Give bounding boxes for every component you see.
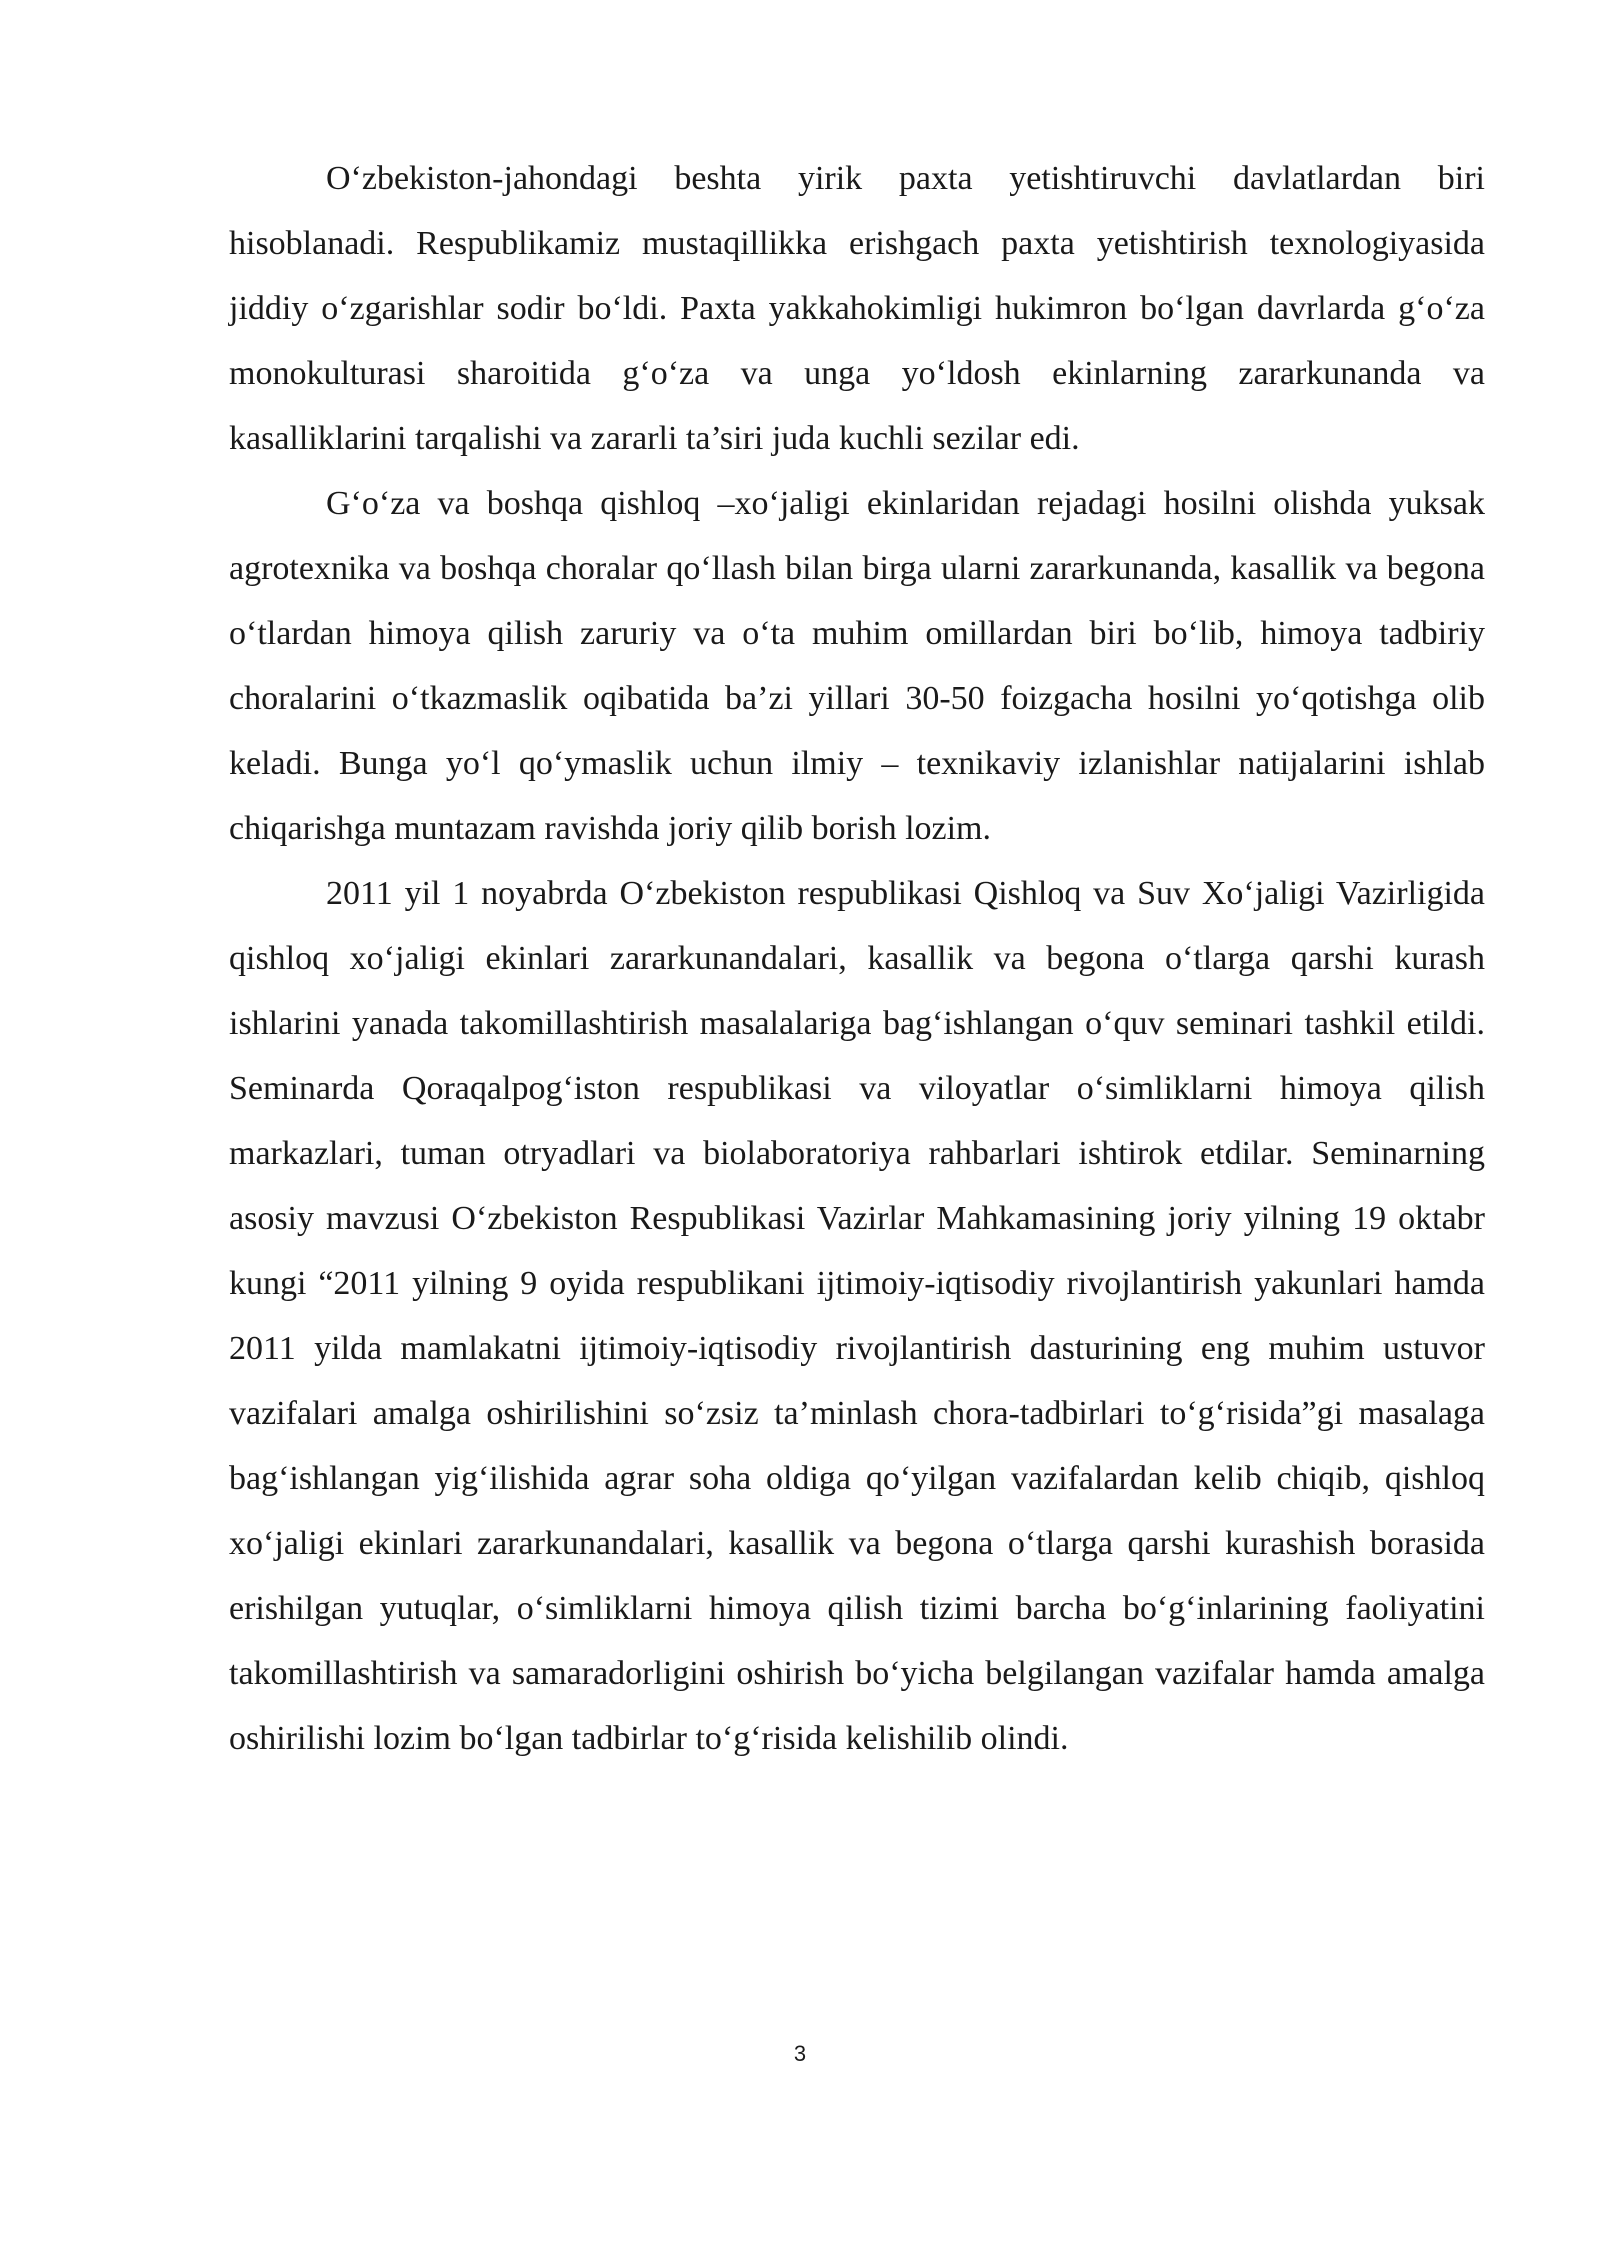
document-body — [229, 146, 1485, 1771]
paragraph-2: G‘o‘za va boshqa qishloq –xo‘jaligi ekinlaridan rejadagi hosilni olishda yuksak agrotexnika va boshqa choralar qo‘llash bilan birga ularni zararkunanda, kasallik va begona o‘tlardan himoya qilish zaruriy va o‘ta muhim omillardan biri bo‘lib, himoya tadbiriy choralarini o‘tkazmaslik oqibatida ba’zi yillari 30-50 foizgacha hosilni yo‘qotishga olib keladi. Bunga yo‘l qo‘ymaslik uchun ilmiy – texnikaviy izlanishlar natijalarini ishlab chiqarishga muntazam ravishda joriy qilib borish lozim. — [229, 485, 1485, 847]
paragraph-1: O‘zbekiston-jahondagi beshta yirik paxta yetishtiruvchi davlatlardan biri hisoblanadi. Respublikamiz mustaqillikka erishgach paxta yetishtirish texnologiyasida jiddiy o‘zgarishlar sodir bo‘ldi. Paxta yakkahokimligi hukimron bo‘lgan davrlarda g‘o‘za monokulturasi sharoitida g‘o‘za va unga yo‘ldosh ekinlarning zararkunanda va kasalliklarini tarqalishi va zararli ta’siri juda kuchli sezilar edi. — [229, 160, 1485, 457]
paragraph-3: 2011 yil 1 noyabrda O‘zbekiston respublikasi Qishloq va Suv Xo‘jaligi Vazirligida qishloq xo‘jaligi ekinlari zararkunandalari, kasallik va begona o‘tlarga qarshi kurash ishlarini yanada takomillashtirish masalalariga bag‘ishlangan o‘quv seminari tashkil etildi. Seminarda Qoraqalpog‘iston respublikasi va viloyatlar o‘simliklarni himoya qilish markazlari, tuman otryadlari va biolaboratoriya rahbarlari ishtirok etdilar. Seminarning asosiy mavzusi O‘zbekiston Respublikasi Vazirlar Mahkamasining joriy yilning 19 oktabr kungi “2011 yilning 9 oyida respublikani ijtimoiy-iqtisodiy rivojlantirish yakunlari hamda 2011 yilda mamlakatni ijtimoiy-iqtisodiy rivojlantirish dasturining eng muhim ustuvor vazifalari amalga oshirilishini so‘zsiz ta’minlash chora-tadbirlari to‘g‘risida”gi masalaga bag‘ishlangan yig‘ilishida agrar soha oldiga qo‘yilgan vazifalardan kelib chiqib, qishloq xo‘jaligi ekinlari zararkunandalari, kasallik va begona o‘tlarga qarshi kurashish borasida erishilgan yutuqlar, o‘simliklarni himoya qilish tizimi barcha bo‘g‘inlarining faoliyatini takomillashtirish va samaradorligini oshirish bo‘yicha belgilangan vazifalar hamda amalga oshirilishi lozim bo‘lgan tadbirlar to‘g‘risida kelishilib olindi. — [229, 875, 1485, 1757]
page-number: 3 — [793, 2041, 807, 2066]
